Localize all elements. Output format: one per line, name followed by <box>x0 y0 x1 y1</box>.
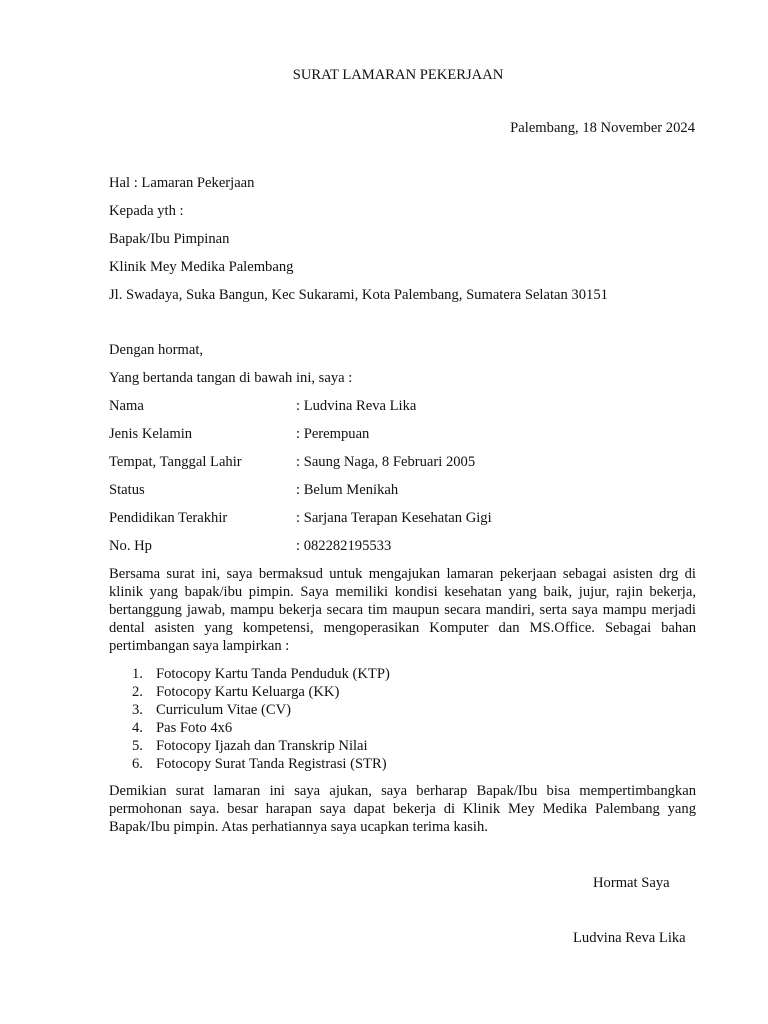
field-value-pendidikan: : Sarjana Terapan Kesehatan Gigi <box>296 510 492 526</box>
list-item-number: 4. <box>132 720 143 736</box>
list-item-number: 1. <box>132 666 143 682</box>
list-item <box>109 665 390 683</box>
attachment-list <box>109 665 390 773</box>
list-item <box>109 683 390 701</box>
list-item-number: 6. <box>132 756 143 772</box>
list-item <box>109 701 390 719</box>
recipient-address: Jl. Swadaya, Suka Bangun, Kec Sukarami, Kota Palembang, Sumatera Selatan 30151 <box>109 287 608 303</box>
field-value-jenis-kelamin: : Perempuan <box>296 426 370 442</box>
signer-name: Ludvina Reva Lika <box>573 930 686 946</box>
list-item-text: Pas Foto 4x6 <box>156 720 233 736</box>
field-label-pendidikan: Pendidikan Terakhir <box>109 510 228 526</box>
field-value-ttl: : Saung Naga, 8 Februari 2005 <box>296 454 476 470</box>
place-date: Palembang, 18 November 2024 <box>510 120 695 136</box>
list-item-text: Fotocopy Kartu Keluarga (KK) <box>156 684 340 700</box>
field-value-status: : Belum Menikah <box>296 482 399 498</box>
list-item-text: Fotocopy Surat Tanda Registrasi (STR) <box>156 756 387 772</box>
list-item-number: 5. <box>132 738 143 754</box>
recipient-to: Kepada yth : <box>109 203 184 219</box>
closing-paragraph: Demikian surat lamaran ini saya ajukan, saya berharap Bapak/Ibu bisa mempertimbangkan permohonan saya. besar harapan saya dapat bekerja di Klinik Mey Medika Palembang yang Bapak/Ibu pimpin. Atas perhatiannya saya ucapkan terima kasih. <box>109 783 696 835</box>
list-item-number: 3. <box>132 702 143 718</box>
field-label-jenis-kelamin: Jenis Kelamin <box>109 426 193 442</box>
letter-title: SURAT LAMARAN PEKERJAAN <box>292 67 504 83</box>
recipient-name: Bapak/Ibu Pimpinan <box>109 231 230 247</box>
list-item <box>109 737 390 755</box>
field-value-nama: : Ludvina Reva Lika <box>296 398 417 414</box>
greeting: Dengan hormat, <box>109 342 204 358</box>
field-label-ttl: Tempat, Tanggal Lahir <box>109 454 242 470</box>
recipient-company: Klinik Mey Medika Palembang <box>109 259 294 275</box>
field-label-status: Status <box>109 482 145 498</box>
field-value-no-hp: : 082282195533 <box>296 538 392 554</box>
intro-line: Yang bertanda tangan di bawah ini, saya : <box>109 370 353 386</box>
list-item <box>109 719 390 737</box>
list-item-text: Fotocopy Ijazah dan Transkrip Nilai <box>156 738 368 754</box>
subject-line: Hal : Lamaran Pekerjaan <box>109 175 255 191</box>
list-item-text: Fotocopy Kartu Tanda Penduduk (KTP) <box>156 666 390 682</box>
list-item-number: 2. <box>132 684 143 700</box>
list-item-text: Curriculum Vitae (CV) <box>156 702 292 718</box>
field-label-no-hp: No. Hp <box>109 538 152 554</box>
closing-salutation: Hormat Saya <box>593 875 670 891</box>
field-label-nama: Nama <box>109 398 144 414</box>
body-paragraph: Bersama surat ini, saya bermaksud untuk mengajukan lamaran pekerjaan sebagai asisten drg di klinik yang bapak/ibu pimpin. Saya memiliki kondisi kesehatan yang baik, jujur, rajin bekerja, bertanggung jawab, mampu bekerja secara tim maupun secara mandiri, serta saya mampu merjadi dental asisten yang kompetensi, mengoperasikan Komputer dan MS.Office. Sebagai bahan pertimbangan saya lampirkan : <box>109 566 696 654</box>
list-item <box>109 755 390 773</box>
